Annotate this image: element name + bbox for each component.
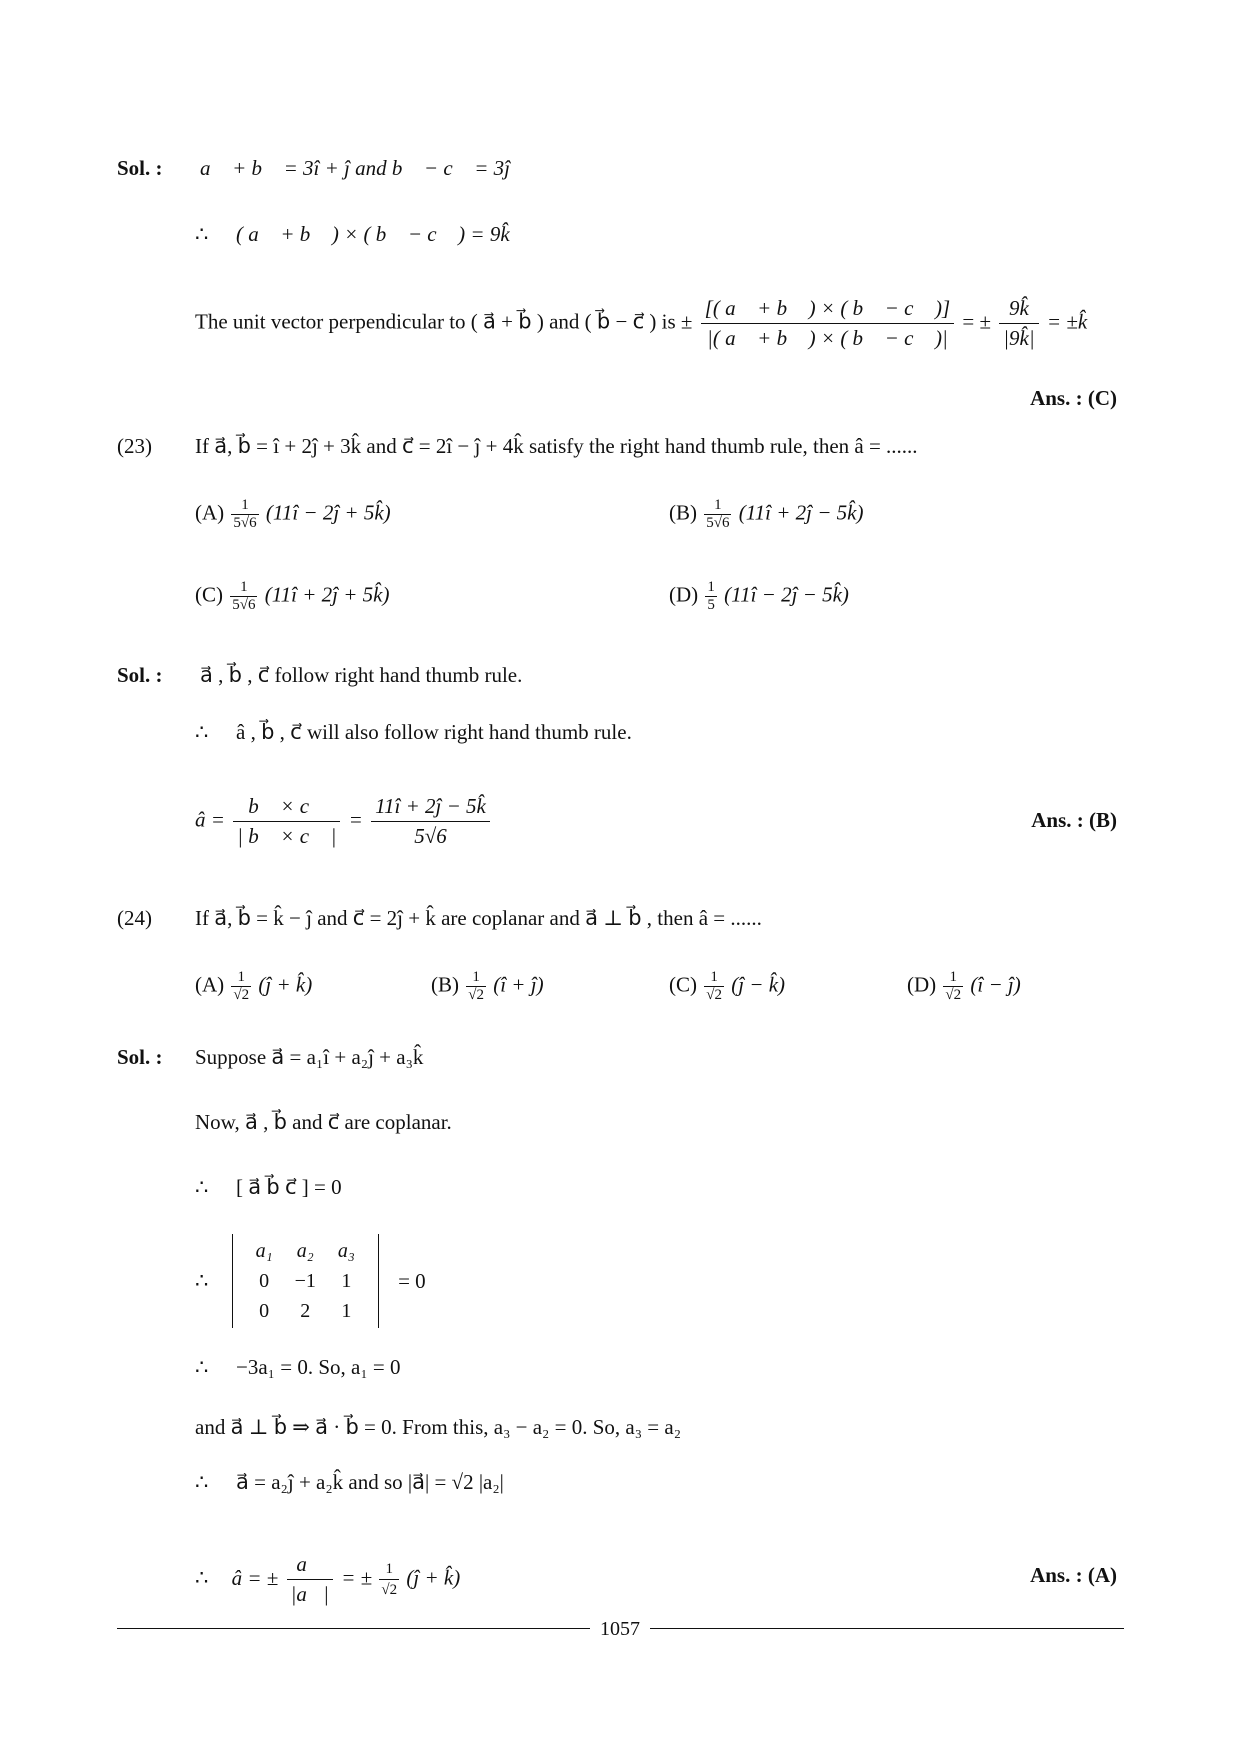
fraction <box>287 1552 333 1607</box>
solution-line: [ a⃗ b⃗ c⃗ ] = 0 <box>236 1175 342 1199</box>
fraction-numerator: 9k̂ <box>999 296 1038 324</box>
option-label: (D) <box>669 582 699 607</box>
option-label: (C) <box>669 972 697 997</box>
option-label: (D) <box>907 972 937 997</box>
therefore-symbol: ∴ <box>195 1355 209 1379</box>
option-label: (B) <box>431 972 459 997</box>
equals-sign: = <box>348 807 363 832</box>
solution-line: â , b⃗ , c⃗ will also follow right hand thumb rule. <box>236 720 632 744</box>
sol-label: Sol. : <box>117 1045 163 1069</box>
option-label: (A) <box>195 972 225 997</box>
determinant <box>232 1234 379 1328</box>
answer-line <box>1030 386 1117 411</box>
option-label: (A) <box>195 500 225 525</box>
option-c <box>669 970 785 1003</box>
answer-value: (B) <box>1089 808 1117 832</box>
sol-label: Sol. : <box>117 663 163 687</box>
fraction <box>233 794 340 849</box>
option-expr: (11î − 2ĵ + 5k̂) <box>265 500 391 525</box>
coef-num: 1 <box>466 970 486 987</box>
coef-num: 1 <box>379 1560 399 1580</box>
determinant-line <box>195 1234 426 1328</box>
solution-line: Suppose a⃗ = a₁î + a₂ĵ + a₃k̂ <box>195 1045 424 1069</box>
coef-den: √2 <box>468 987 484 1003</box>
coefficient <box>230 580 257 613</box>
coef-num: 1 <box>704 498 731 515</box>
answer-line <box>1031 808 1117 833</box>
coef-den: √2 <box>381 1582 398 1599</box>
solution-line <box>195 296 1087 351</box>
coef-num: 1 <box>231 970 251 987</box>
solution-line: a⃗ = a₂ĵ + a₂k̂ and so |a⃗| = √2 |a₂| <box>236 1470 504 1494</box>
solution-line: a⃗ + b⃗ = 3î + ĵ and b⃗ − c⃗ = 3ĵ <box>200 156 511 180</box>
sol-label: Sol. : <box>117 156 163 180</box>
ans-label: Ans. : <box>1031 808 1084 832</box>
equals-sign: = ± <box>341 1565 373 1590</box>
coef-num: 1 <box>943 970 963 987</box>
coefficient <box>379 1560 399 1599</box>
therefore-symbol: ∴ <box>195 1175 209 1199</box>
matrix-cell: 2 <box>300 1300 311 1322</box>
coef-den: 5√6 <box>232 597 256 613</box>
result: = ±k̂ <box>1046 309 1088 334</box>
therefore-symbol: ∴ <box>195 720 209 744</box>
fraction <box>999 296 1038 351</box>
therefore-symbol: ∴ <box>195 1268 209 1293</box>
coefficient <box>231 970 251 1003</box>
matrix-cell: 1 <box>341 1300 352 1322</box>
fraction-denominator: 5√6 <box>414 824 447 849</box>
coef-den: 5√6 <box>706 515 730 531</box>
coef-den: √2 <box>945 987 962 1003</box>
therefore-symbol: ∴ <box>195 222 209 246</box>
option-label: (B) <box>669 500 697 525</box>
solution-line: and a⃗ ⊥ b⃗ ⇒ a⃗ · b⃗ = 0. From this, a₃ − a₂ = 0. So, a₃ = a₂ <box>195 1415 682 1439</box>
therefore-symbol: ∴ <box>195 1470 209 1494</box>
solution-line: a⃗ , b⃗ , c⃗ follow right hand thumb rule. <box>200 663 523 687</box>
fraction-numerator: a⃗ <box>287 1552 333 1580</box>
matrix-cell: 0 <box>259 1300 270 1322</box>
coefficient <box>704 970 724 1003</box>
coefficient <box>466 970 486 1003</box>
coef-num: 1 <box>707 579 715 595</box>
coef-den: √2 <box>233 987 250 1003</box>
option-expr: (11î − 2ĵ − 5k̂) <box>724 582 849 607</box>
answer-value: (A) <box>1087 1563 1117 1587</box>
solution-line: Now, a⃗ , b⃗ and c⃗ are coplanar. <box>195 1110 452 1134</box>
coef-num: 1 <box>230 580 257 597</box>
matrix-cell: a₂ <box>296 1240 314 1262</box>
fraction <box>371 794 490 849</box>
matrix-cell: 0 <box>259 1270 270 1292</box>
solution-line: ( a⃗ + b⃗ ) × ( b⃗ − c⃗ ) = 9k̂ <box>236 222 510 246</box>
matrix-cell: a₁ <box>255 1240 273 1262</box>
solution-line <box>195 1552 460 1607</box>
equals-zero: = 0 <box>398 1268 426 1293</box>
coefficient <box>231 498 258 531</box>
coefficient <box>704 498 731 531</box>
option-expr: (î − ĵ) <box>970 972 1021 997</box>
option-label: (C) <box>195 582 223 607</box>
option-a <box>195 970 312 1003</box>
option-expr: (ĵ − k̂) <box>731 972 786 997</box>
solution-line <box>195 794 493 849</box>
matrix-cell: 1 <box>341 1270 352 1292</box>
result: (ĵ + k̂) <box>406 1565 461 1590</box>
option-expr: (ĵ + k̂) <box>258 972 313 997</box>
coef-den: 5 <box>707 597 715 613</box>
page-number: 1057 <box>590 1618 650 1641</box>
coef-den: √2 <box>706 987 722 1003</box>
matrix-cell: −1 <box>294 1270 316 1292</box>
option-c <box>195 580 390 613</box>
equals-sign: = ± <box>962 309 992 334</box>
lhs: â = ± <box>231 1565 279 1590</box>
fraction-denominator: |9k̂| <box>1003 326 1035 351</box>
coef-num: 1 <box>704 970 724 987</box>
question-number: (24) <box>117 906 152 930</box>
fraction-denominator: |a⃗| <box>290 1582 329 1607</box>
fraction-numerator: 11î + 2ĵ − 5k̂ <box>371 794 490 822</box>
coef-num: 1 <box>231 498 258 515</box>
option-expr: (11î + 2ĵ + 5k̂) <box>264 582 390 607</box>
therefore-symbol: ∴ <box>195 1565 209 1590</box>
option-expr: (î + ĵ) <box>493 972 544 997</box>
question-number: (23) <box>117 434 152 458</box>
option-a <box>195 498 391 531</box>
fraction-denominator: | b⃗ × c⃗ | <box>237 824 337 849</box>
fraction <box>701 296 955 351</box>
answer-line <box>1030 1563 1117 1588</box>
determinant-matrix <box>245 1236 366 1326</box>
option-d <box>907 970 1021 1003</box>
solution-line: −3a₁ = 0. So, a₁ = 0 <box>236 1355 401 1379</box>
answer-value: (C) <box>1087 386 1117 410</box>
coef-den: 5√6 <box>233 515 257 531</box>
fraction-numerator: b⃗ × c⃗ <box>233 794 340 822</box>
option-b <box>431 970 544 1003</box>
fraction-numerator: [( a⃗ + b⃗ ) × ( b⃗ − c⃗ )] <box>701 296 955 324</box>
question-text: If a⃗, b⃗ = k̂ − ĵ and c⃗ = 2ĵ + k̂ are coplanar and a⃗ ⊥ b⃗ , then â = ...... <box>195 906 762 930</box>
coefficient <box>705 580 717 613</box>
ans-label: Ans. : <box>1030 386 1083 410</box>
option-d <box>669 580 849 613</box>
coefficient <box>943 970 963 1003</box>
option-b <box>669 498 864 531</box>
fraction-denominator: |( a⃗ + b⃗ ) × ( b⃗ − c⃗ )| <box>707 326 948 351</box>
solution-text: The unit vector perpendicular to ( a⃗ + b⃗ ) and ( b⃗ − c⃗ ) is ± <box>195 309 693 334</box>
matrix-cell: a₃ <box>337 1240 355 1262</box>
question-text: If a⃗, b⃗ = î + 2ĵ + 3k̂ and c⃗ = 2î − ĵ + 4k̂ satisfy the right hand thumb rule, then â = ...... <box>195 434 918 458</box>
option-expr: (11î + 2ĵ − 5k̂) <box>738 500 864 525</box>
lhs: â = <box>195 807 225 832</box>
ans-label: Ans. : <box>1030 1563 1083 1587</box>
